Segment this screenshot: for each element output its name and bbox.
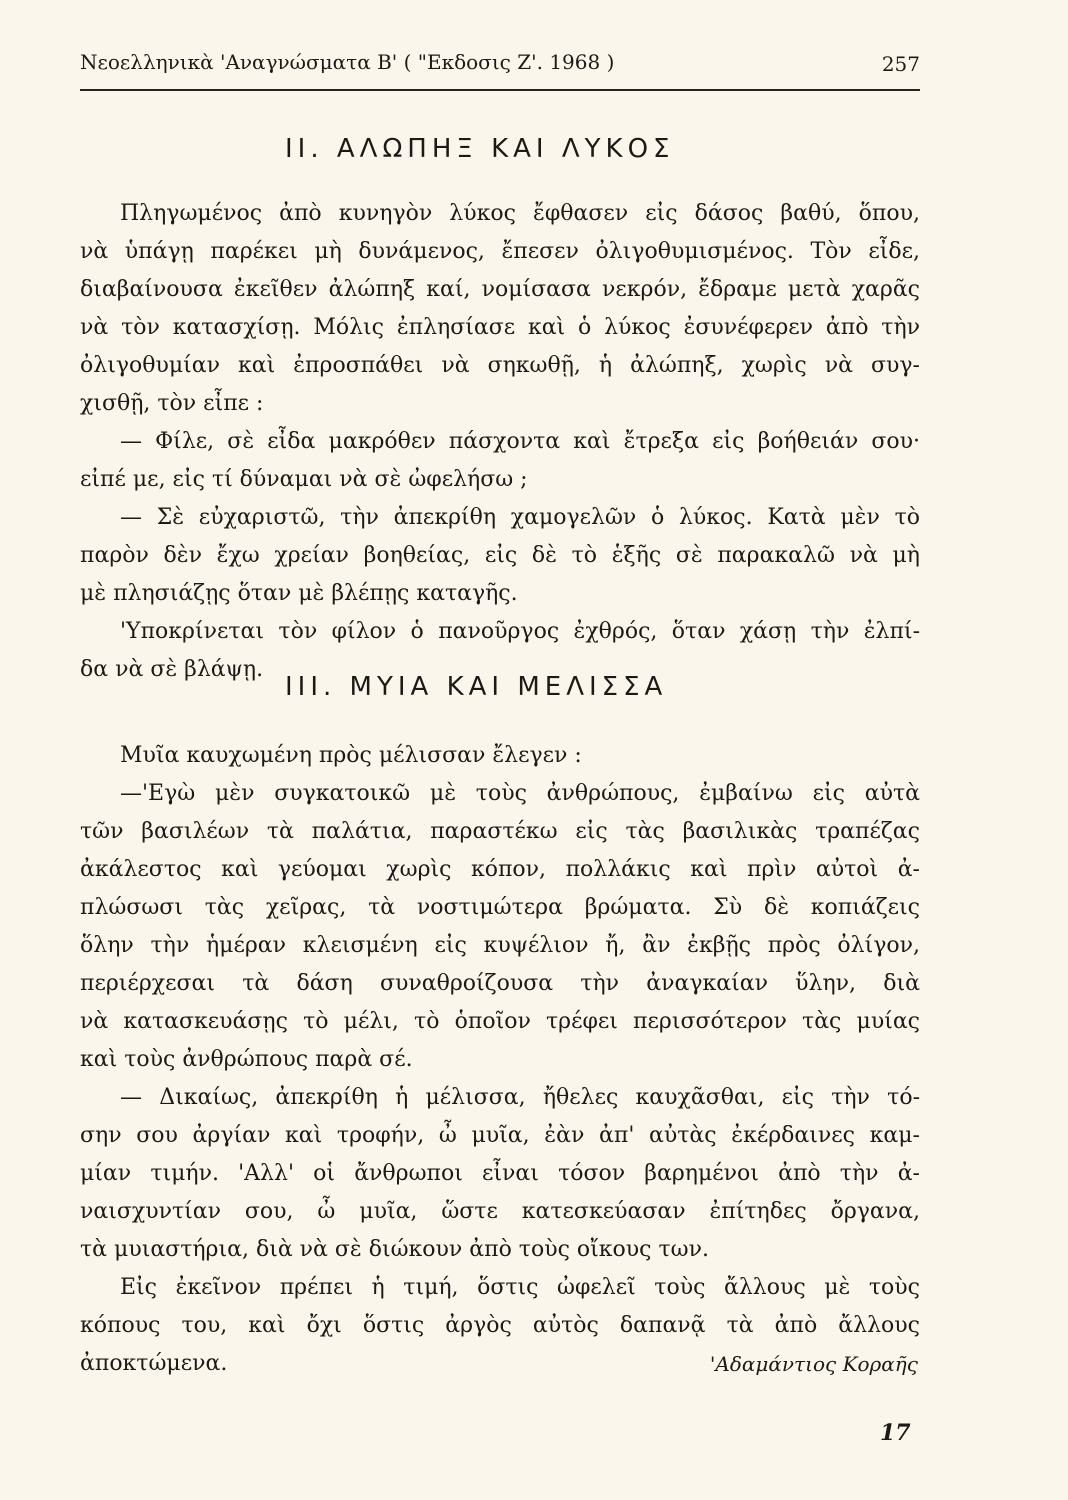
- text-line: Εἰς ἐκεῖνον πρέπει ἡ τιμή, ὅστις ὠφελεῖ τοὺς ἄλλους μὲ τοὺς: [120, 1275, 920, 1300]
- running-title: Νεοελληνικὰ 'Αναγνώσματα Β' ( "Εκδοσις Ζ'. 1968 ): [80, 50, 615, 74]
- author-attribution: 'Αδαμάντιος Κοραῆς: [709, 1352, 918, 1376]
- text-line: Μυῖα καυχωμένη πρὸς μέλισσαν ἔλεγεν :: [120, 743, 582, 768]
- text-line: ὀλιγοθυμίαν καὶ ἐπροσπάθει νὰ σηκωθῇ, ἡ ἀλώπηξ, χωρὶς νὰ συγ-: [80, 353, 920, 378]
- text-line: νὰ κατασκευάσῃς τὸ μέλι, τὸ ὁποῖον τρέφει περισσότερον τὰς μυίας: [80, 1009, 920, 1034]
- text-line: χισθῇ, τὸν εἶπε :: [80, 391, 264, 416]
- text-line: παρὸν δὲν ἔχω χρείαν βοηθείας, εἰς δὲ τὸ ἑξῆς σὲ παρακαλῶ νὰ μὴ: [80, 543, 920, 568]
- text-line: δα νὰ σὲ βλάψῃ.: [80, 657, 264, 682]
- text-line: νὰ τὸν κατασχίσῃ. Μόλις ἐπλησίασε καὶ ὁ λύκος ἐσυνέφερεν ἀπὸ τὴν: [80, 315, 920, 340]
- text-line: Πληγωμένος ἀπὸ κυνηγὸν λύκος ἔφθασεν εἰς δάσος βαθύ, ὅπου,: [120, 201, 920, 226]
- text-line: — Δικαίως, ἀπεκρίθη ἡ μέλισσα, ἤθελες καυχᾶσθαι, εἰς τὴν τό-: [120, 1085, 920, 1110]
- header-rule: [80, 89, 920, 91]
- text-line: ὅλην τὴν ἡμέραν κλεισμένη εἰς κυψέλιον ἤ, ἂν ἐκβῇς πρὸς ὀλίγον,: [80, 933, 920, 958]
- text-line: περιέρχεσαι τὰ δάση συναθροίζουσα τὴν ἀναγκαίαν ὕλην, διὰ: [80, 971, 920, 996]
- text-line: τὰ μυιαστήρια, διὰ νὰ σὲ διώκουν ἀπὸ τοὺς οἴκους των.: [80, 1237, 709, 1262]
- text-line: ναισχυντίαν σου, ὦ μυῖα, ὥστε κατεσκεύασαν ἐπίτηδες ὄργανα,: [80, 1199, 920, 1224]
- section-title: II. ΑΛΩΠΗΞ ΚΑΙ ΛΥΚΟΣ: [285, 134, 675, 164]
- text-line: τῶν βασιλέων τὰ παλάτια, παραστέκω εἰς τὰς βασιλικὰς τραπέζας: [80, 819, 920, 844]
- text-line: ἀποκτώμενα.: [80, 1351, 228, 1376]
- text-line: — Φίλε, σὲ εἶδα μακρόθεν πάσχοντα καὶ ἔτρεξα εἰς βοήθειάν σου·: [120, 429, 920, 454]
- text-line: νὰ ὑπάγῃ παρέκει μὴ δυνάμενος, ἔπεσεν ὀλιγοθυμισμένος. Τὸν εἶδε,: [80, 239, 920, 264]
- section-title: III. ΜΥΙΑ ΚΑΙ ΜΕΛΙΣΣΑ: [285, 672, 668, 702]
- text-line: —'Εγὼ μὲν συγκατοικῶ μὲ τοὺς ἀνθρώπους, ἐμβαίνω εἰς αὐτὰ: [120, 781, 920, 806]
- text-line: κόπους του, καὶ ὄχι ὅστις ἀργὸς αὐτὸς δαπανᾷ τὰ ἀπὸ ἄλλους: [80, 1313, 920, 1338]
- text-line: ἀκάλεστος καὶ γεύομαι χωρὶς κόπον, πολλάκις καὶ πρὶν αὐτοὶ ἀ-: [80, 857, 920, 882]
- text-line: 'Υποκρίνεται τὸν φίλον ὁ πανοῦργος ἐχθρός, ὅταν χάσῃ τὴν ἐλπί-: [120, 619, 920, 644]
- signature-number: 17: [880, 1420, 911, 1446]
- text-line: πλώσωσι τὰς χεῖρας, τὰ νοστιμώτερα βρώματα. Σὺ δὲ κοπιάζεις: [80, 895, 920, 920]
- page-header: [80, 50, 920, 90]
- text-line: διαβαίνουσα ἐκεῖθεν ἀλώπηξ καί, νομίσασα νεκρόν, ἔδραμε μετὰ χαρᾶς: [80, 277, 920, 302]
- text-line: μίαν τιμήν. 'Αλλ' οἱ ἄνθρωποι εἶναι τόσον βαρημένοι ἀπὸ τὴν ἀ-: [80, 1161, 920, 1186]
- text-line: εἰπέ με, εἰς τί δύναμαι νὰ σὲ ὠφελήσω ;: [80, 467, 528, 492]
- text-line: σην σου ἀργίαν καὶ τροφήν, ὦ μυῖα, ἐὰν ἀπ' αὐτὰς ἐκέρδαινες καμ-: [80, 1123, 920, 1148]
- page-number: 257: [881, 52, 920, 76]
- text-line: — Σὲ εὐχαριστῶ, τὴν ἀπεκρίθη χαμογελῶν ὁ λύκος. Κατὰ μὲν τὸ: [120, 505, 920, 530]
- text-line: μὲ πλησιάζῃς ὅταν μὲ βλέπῃς καταγῆς.: [80, 581, 518, 606]
- text-line: καὶ τοὺς ἀνθρώπους παρὰ σέ.: [80, 1047, 413, 1072]
